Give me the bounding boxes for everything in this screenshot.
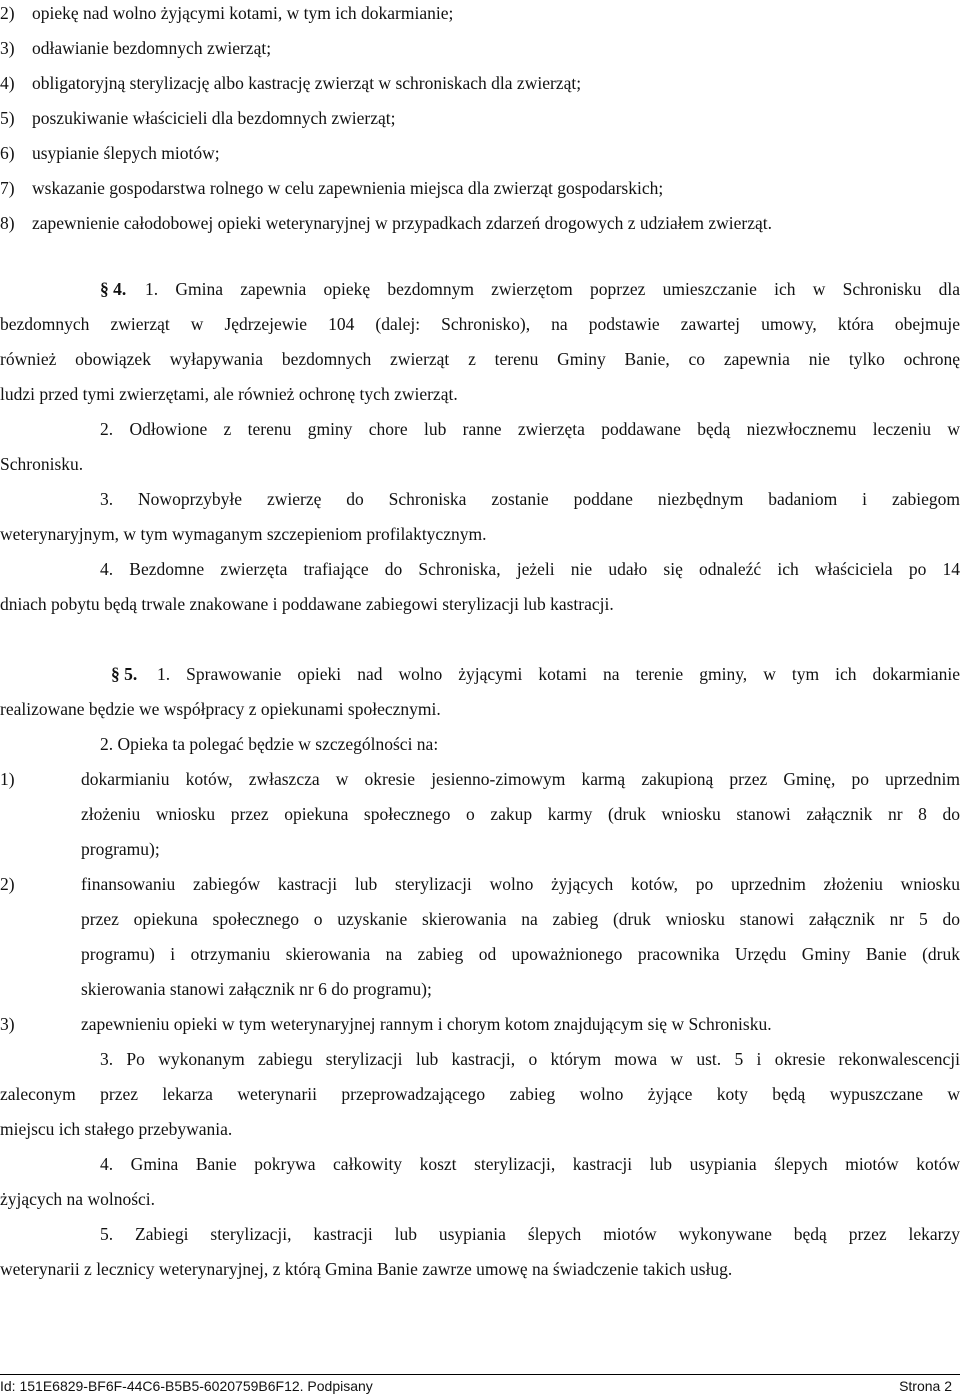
list-number: 6): [0, 143, 15, 163]
list-item-line: programu) i otrzymaniu skierowania na zabieg od upoważnionego pracownika Urzędu Gminy Banie (druk: [81, 944, 960, 964]
list-item: [0, 31, 272, 66]
paragraph-line: 1. Sprawowanie opieki nad wolno żyjącymi kotami na terenie gminy, w tym ich dokarmianie: [157, 664, 960, 684]
paragraph-line: 2. Odłowione z terenu gminy chore lub ranne zwierzęta poddawane będą niezwłocznemu leczeniu w: [100, 419, 960, 439]
list-number: 3): [0, 38, 15, 58]
list-text: usypianie ślepych miotów;: [32, 143, 220, 163]
paragraph-line: żyjących na wolności.: [0, 1189, 156, 1209]
list-text: zapewnienie całodobowej opieki weterynaryjnej w przypadkach zdarzeń drogowych z udziałem zwierząt.: [32, 213, 773, 233]
list-number: 5): [0, 108, 15, 128]
paragraph-line: również obowiązek wyłapywania bezdomnych zwierząt z terenu Gminy Banie, co zapewnia nie tylko ochronę: [0, 349, 960, 369]
paragraph-line: 3. Po wykonanym zabiegu sterylizacji lub kastracji, o którym mowa w ust. 5 i okresie rekonwalescencji: [100, 1049, 960, 1069]
list-text: wskazanie gospodarstwa rolnego w celu zapewnienia miejsca dla zwierząt gospodarskich;: [32, 178, 664, 198]
section-heading-5: § 5.: [111, 664, 138, 684]
section-heading-4: § 4.: [100, 279, 127, 299]
list-item-line: przez opiekuna społecznego o uzyskanie skierowania na zabieg (druk wniosku stanowi załącznik nr 5 do: [81, 909, 960, 929]
list-text: obligatoryjną sterylizację albo kastrację zwierząt w schroniskach dla zwierząt;: [32, 73, 582, 93]
list-item-line: złożeniu wniosku przez opiekuna społecznego o zakup karmy (druk wniosku stanowi załącznik nr 8 do: [81, 804, 960, 824]
list-item: [0, 0, 454, 31]
list-item-line: skierowania stanowi załącznik nr 6 do programu);: [81, 979, 432, 999]
paragraph-line: miejscu ich stałego przebywania.: [0, 1119, 233, 1139]
paragraph-line: zaleconym przez lekarza weterynarii przeprowadzającego zabieg wolno żyjące koty będą wypuszczane w: [0, 1084, 960, 1104]
list-item: [0, 66, 582, 101]
paragraph-line: ludzi przed tymi zwierzętami, ale również ochronę tych zwierząt.: [0, 384, 458, 404]
list-item: [0, 136, 220, 171]
list-item: [0, 171, 664, 206]
list-item-line: finansowaniu zabiegów kastracji lub sterylizacji wolno żyjących kotów, po uprzednim złożeniu wniosku: [81, 874, 960, 894]
paragraph-line: Schronisku.: [0, 454, 84, 474]
list-item-line: dokarmianiu kotów, zwłaszcza w okresie jesienno-zimowym karmą zakupioną przez Gminę, po uprzednim: [81, 769, 960, 789]
list-text: odławianie bezdomnych zwierząt;: [32, 38, 272, 58]
list-number: 3): [0, 1014, 15, 1034]
list-item: [0, 101, 396, 136]
list-number: 8): [0, 213, 15, 233]
paragraph-line: dniach pobytu będą trwale znakowane i poddawane zabiegowi sterylizacji lub kastracji.: [0, 594, 614, 614]
paragraph-line: 4. Gmina Banie pokrywa całkowity koszt sterylizacji, kastracji lub usypiania ślepych miotów kotów: [100, 1154, 960, 1174]
page-number: Strona 2: [899, 1378, 952, 1394]
paragraph-line: 2. Opieka ta polegać będzie w szczególności na:: [100, 734, 439, 754]
paragraph-line: weterynaryjnym, w tym wymaganym szczepieniom profilaktycznym.: [0, 524, 487, 544]
list-text: poszukiwanie właścicieli dla bezdomnych zwierząt;: [32, 108, 396, 128]
paragraph-line: 4. Bezdomne zwierzęta trafiające do Schroniska, jeżeli nie udało się odnaleźć ich właściciela po 14: [100, 559, 960, 579]
paragraph-line: 3. Nowoprzybyłe zwierzę do Schroniska zostanie poddane niezbędnym badaniom i zabiegom: [100, 489, 960, 509]
list-item-line: programu);: [81, 839, 160, 859]
paragraph-line: 1. Gmina zapewnia opiekę bezdomnym zwierzętom poprzez umieszczanie ich w Schronisku dla: [145, 279, 960, 299]
list-number: 1): [0, 769, 15, 789]
list-text: opiekę nad wolno żyjącymi kotami, w tym ich dokarmianie;: [32, 3, 454, 23]
list-number: 2): [0, 3, 15, 23]
document-id: Id: 151E6829-BF6F-44C6-B5B5-6020759B6F12. Podpisany: [0, 1378, 373, 1394]
list-number: 7): [0, 178, 15, 198]
page-footer: [0, 1374, 960, 1397]
paragraph-line: bezdomnych zwierząt w Jędrzejewie 104 (dalej: Schronisko), na podstawie zawartej umowy, która obejmuje: [0, 314, 960, 334]
paragraph-line: weterynarii z lecznicy weterynaryjnej, z którą Gmina Banie zawrze umowę na świadczenie takich usług.: [0, 1259, 733, 1279]
list-item: [0, 206, 773, 241]
list-item-line: zapewnieniu opieki w tym weterynaryjnej rannym i chorym kotom znajdującym się w Schronisku.: [81, 1014, 772, 1034]
paragraph-line: 5. Zabiegi sterylizacji, kastracji lub usypiania ślepych miotów wykonywane będą przez lekarzy: [100, 1224, 960, 1244]
paragraph-line: realizowane będzie we współpracy z opiekunami społecznymi.: [0, 699, 441, 719]
list-number: 4): [0, 73, 15, 93]
list-number: 2): [0, 874, 15, 894]
